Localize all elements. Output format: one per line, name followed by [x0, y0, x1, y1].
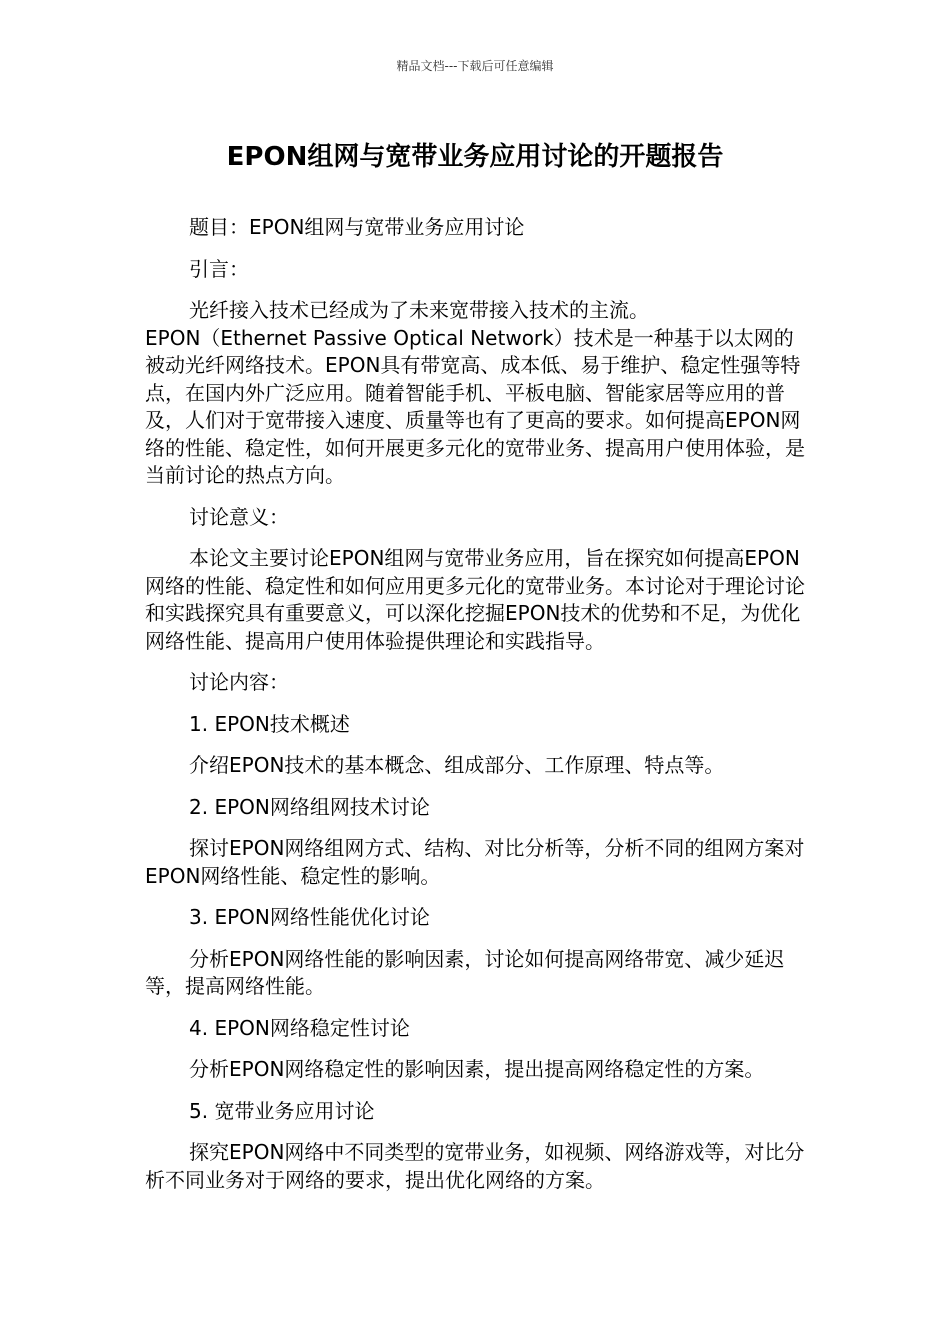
item-3-heading: 3. EPON网络性能优化讨论 [189, 905, 430, 929]
significance-paragraph: 本论文主要讨论EPON组网与宽带业务应用，旨在探究如何提高EPON网络的性能、稳定性和如何应用更多元化的宽带业务。本讨论对于理论讨论和实践探究具有重要意义，可以深化挖掘EPON技术的优势和不足，为优化网络性能、提高用户使用体验提供理论和实践指导。 [145, 546, 805, 653]
item-5-heading: 5. 宽带业务应用讨论 [189, 1098, 375, 1123]
item-2-body: 探讨EPON网络组网方式、结构、对比分析等，分析不同的组网方案对EPON网络性能、稳定性的影响。 [145, 836, 805, 888]
intro-heading: 引言： [189, 256, 249, 281]
topic-line: 题目：EPON组网与宽带业务应用讨论 [189, 215, 525, 239]
intro-first-line: 光纤接入技术已经成为了未来宽带接入技术的主流。 [189, 298, 649, 322]
item-4-heading: 4. EPON网络稳定性讨论 [189, 1015, 410, 1040]
significance-heading: 讨论意义： [189, 504, 289, 529]
document-title: EPON组网与宽带业务应用讨论的开题报告 [226, 142, 724, 172]
item-4-body: 分析EPON网络稳定性的影响因素，提出提高网络稳定性的方案。 [189, 1057, 765, 1081]
item-1-body: 介绍EPON技术的基本概念、组成部分、工作原理、特点等。 [189, 753, 725, 777]
document-body [145, 214, 805, 1208]
intro-paragraph: EPON（Ethernet Passive Optical Network）技术是一种基于以太网的被动光纤网络技术。EPON具有带宽高、成本低、易于维护、稳定性强等特点，在国内外广泛应用。随着智能手机、平板电脑、智能家居等应用的普及，人们对于宽带接入速度、质量等也有了更高的要求。如何提高EPON网络的性能、稳定性，如何开展更多元化的宽带业务、提高用户使用体验，是当前讨论的热点方向。 [145, 325, 805, 487]
content-heading: 讨论内容： [189, 670, 289, 694]
item-5-body: 探究EPON网络中不同类型的宽带业务，如视频、网络游戏等，对比分析不同业务对于网络的要求，提出优化网络的方案。 [145, 1140, 805, 1192]
header-note: 精品文档---下载后可任意编辑 [396, 59, 554, 73]
item-3-body: 分析EPON网络性能的影响因素，讨论如何提高网络带宽、减少延迟等，提高网络性能。 [145, 946, 785, 998]
item-2-heading: 2. EPON网络组网技术讨论 [189, 794, 430, 819]
item-1-heading: 1. EPON技术概述 [189, 711, 350, 736]
